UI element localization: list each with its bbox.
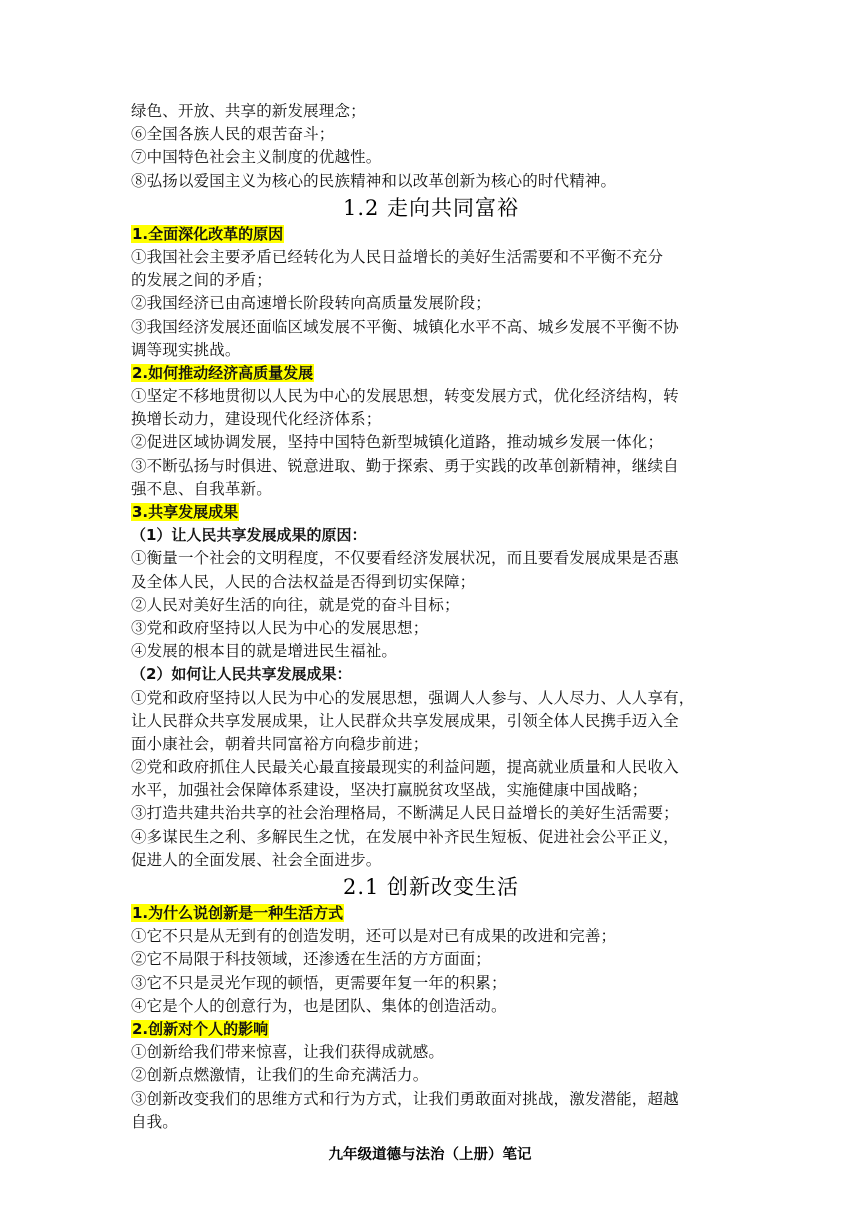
question-heading — [131, 223, 731, 246]
text-line: ②我国经济已由高速增长阶段转向高质量发展阶段； — [131, 294, 491, 313]
text-line: ④多谋民生之利、多解民生之忧，在发展中补齐民生短板、促进社会公平正义， — [131, 827, 679, 846]
text-line: ②它不局限于科技领域，还渗透在生活的方方面面； — [131, 950, 491, 969]
text-line: ③不断弘扬与时俱进、锐意进取、勤于探索、勇于实践的改革创新精神，继续自 — [131, 456, 679, 475]
question-heading — [131, 1018, 731, 1041]
text-line: ③打造共建共治共享的社会治理格局，不断满足人民日益增长的美好生活需要； — [131, 804, 679, 823]
text-line: ③党和政府坚持以人民为中心的发展思想； — [131, 618, 429, 637]
highlight: 1.为什么说创新是一种生活方式 — [132, 904, 344, 922]
text-line: ②促进区域协调发展，坚持中国特色新型城镇化道路，推动城乡发展一体化； — [131, 433, 664, 452]
text-line: ①坚定不移地贯彻以人民为中心的发展思想，转变发展方式，优化经济结构，转 — [131, 387, 679, 406]
text-line: 促进人的全面发展、社会全面进步。 — [131, 850, 382, 869]
text-line: ④它是个人的创意行为，也是团队、集体的创造活动。 — [131, 996, 507, 1015]
highlight: 3.共享发展成果 — [132, 503, 239, 521]
text-line: 绿色、开放、共享的新发展理念； — [131, 102, 366, 120]
text-line: ③它不只是灵光乍现的顿悟，更需要年复一年的积累； — [131, 973, 507, 992]
section-title: 2.1 创新改变生活 — [342, 875, 520, 899]
text-line: ①它不只是从无到有的创造发明，还可以是对已有成果的改进和完善； — [131, 927, 617, 946]
text-line: ③创新改变我们的思维方式和行为方式，让我们勇敢面对挑战，激发潜能，超越 — [131, 1089, 679, 1108]
text-line: ②创新点燃激情，让我们的生命充满活力。 — [131, 1066, 429, 1085]
page-footer: 九年级道德与法治（上册）笔记 — [328, 1147, 532, 1163]
text-line: ②人民对美好生活的向往，就是党的奋斗目标； — [131, 595, 460, 614]
text-line: 强不息、自我革新。 — [131, 479, 272, 498]
text-line: ⑥全国各族人民的艰苦奋斗； — [131, 125, 335, 144]
text-line: 换增长动力，建设现代化经济体系； — [131, 410, 382, 429]
text-line: ①创新给我们带来惊喜，让我们获得成就感。 — [131, 1043, 445, 1062]
text-line: ⑧弘扬以爱国主义为核心的民族精神和以改革创新为核心的时代精神。 — [131, 171, 617, 190]
text-line: 的发展之间的矛盾； — [131, 271, 272, 290]
text-line: 让人民群众共享发展成果，让人民群众共享发展成果，引领全体人民携手迈入全 — [131, 711, 679, 730]
question-heading — [131, 362, 731, 385]
document-body — [131, 100, 731, 1134]
sub-question: （2）如何让人民共享发展成果： — [131, 665, 352, 684]
text-line: 面小康社会，朝着共同富裕方向稳步前进； — [131, 734, 429, 753]
section-title: 1.2 走向共同富裕 — [342, 195, 520, 220]
text-line: ⑦中国特色社会主义制度的优越性。 — [131, 148, 382, 167]
text-line: 自我。 — [131, 1112, 178, 1131]
text-line: ②党和政府抓住人民最关心最直接最现实的利益问题，提高就业质量和人民收入 — [131, 758, 679, 777]
highlight: 1.全面深化改革的原因 — [132, 224, 284, 243]
text-line: ①我国社会主要矛盾已经转化为人民日益增长的美好生活需要和不平衡不充分 — [131, 247, 664, 266]
text-line: ③我国经济发展还面临区域发展不平衡、城镇化水平不高、城乡发展不平衡不协 — [131, 317, 679, 336]
sub-question: （1）让人民共享发展成果的原因： — [131, 526, 367, 545]
highlight: 2.创新对个人的影响 — [132, 1019, 269, 1038]
text-line: ①党和政府坚持以人民为中心的发展思想，强调人人参与、人人尽力、人人享有， — [131, 688, 695, 707]
text-line: 及全体人民，人民的合法权益是否得到切实保障； — [131, 572, 476, 591]
highlight: 2.如何推动经济高质量发展 — [132, 363, 314, 382]
text-line: 调等现实挑战。 — [131, 340, 241, 359]
text-line: 水平，加强社会保障体系建设，坚决打赢脱贫攻坚战，实施健康中国战略； — [131, 781, 648, 800]
question-heading — [131, 501, 731, 524]
text-line: ④发展的根本目的就是增进民生福祉。 — [131, 642, 398, 661]
text-line: ①衡量一个社会的文明程度，不仅要看经济发展状况，而且要看发展成果是否惠 — [131, 549, 679, 568]
question-heading — [131, 902, 731, 925]
